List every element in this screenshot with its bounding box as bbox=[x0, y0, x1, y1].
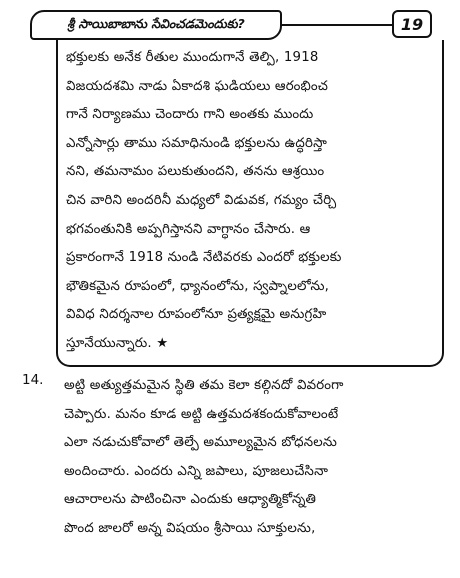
item-line: పొంద జాలరో అన్న విషయం శ్రీసాయి సూక్తులను, bbox=[64, 520, 316, 536]
item-line: ఎలా నడుచుకోవాలో తెల్పే అమూల్యమైన బోధనలను bbox=[64, 435, 338, 451]
paragraph-line: చిన వారిని అందరినీ మధ్యలో విడువక, గమ్యం చేర్చి bbox=[66, 192, 337, 208]
paragraph-line: వివిధ నిదర్శనాల రూపంలోనూ ప్రత్యక్షమై అనుగ్రహి bbox=[66, 307, 327, 323]
paragraph-line: ప్రకారంగానే 1918 నుండి నేటివరకు ఎందరో భక్తులకు bbox=[66, 250, 342, 266]
item-line: అందించారు. ఎందరు ఎన్ని జపాలు, పూజలుచేసినా bbox=[64, 463, 329, 479]
paragraph-line: విజయదశమి నాడు ఏకాదశి ఘడియలు ఆరంభించ bbox=[66, 78, 329, 94]
paragraph-line: ఎన్నోసార్లు తాము సమాధినుండి భక్తులను ఉద్ధరిస్తా bbox=[66, 135, 327, 151]
paragraph-line: భక్తులకు అనేక రీతుల ముందుగానే తెల్పి, 1918 bbox=[66, 50, 319, 65]
paragraph-line: నని, తమనామం పలుకుతుందని, తనను ఆశ్రయిం bbox=[66, 164, 325, 180]
boxed-paragraph bbox=[56, 40, 444, 367]
chapter-title-banner bbox=[30, 10, 282, 40]
item-line: చెప్పారు. మనం కూడ అట్టి ఉత్తమదశకందుకోవాలంటే bbox=[64, 406, 339, 422]
header-rule bbox=[282, 24, 392, 26]
paragraph-line: భగవంతునికి అప్పగిస్తానని వాగ్ధానం చేసారు. ఆ bbox=[66, 221, 311, 237]
paragraph-line: గానే నిర్యాణము చెందారు గాని అంతకు ముందు bbox=[66, 107, 314, 123]
item-text bbox=[64, 372, 448, 544]
item-line: అట్టి అత్యుత్తమమైన స్థితి తమ కెలా కల్గినదో వివరంగా bbox=[64, 378, 344, 393]
chapter-title: శ్రీ సాయిబాబాను సేవించడమెందుకు? bbox=[67, 15, 245, 31]
page-number: 19 bbox=[392, 10, 432, 38]
paragraph-line: స్తూనేయున్నారు. ★ bbox=[66, 335, 169, 351]
numbered-item-14 bbox=[20, 368, 450, 574]
item-line: ఆచారాలను పాటించినా ఎందుకు ఆధ్యాత్మికోన్నతి bbox=[64, 492, 317, 508]
paragraph-line: భౌతికమైన రూపంలో, ధ్యానంలోను, స్వప్నాలలోను, bbox=[66, 278, 330, 294]
item-number: 14. bbox=[22, 372, 44, 388]
